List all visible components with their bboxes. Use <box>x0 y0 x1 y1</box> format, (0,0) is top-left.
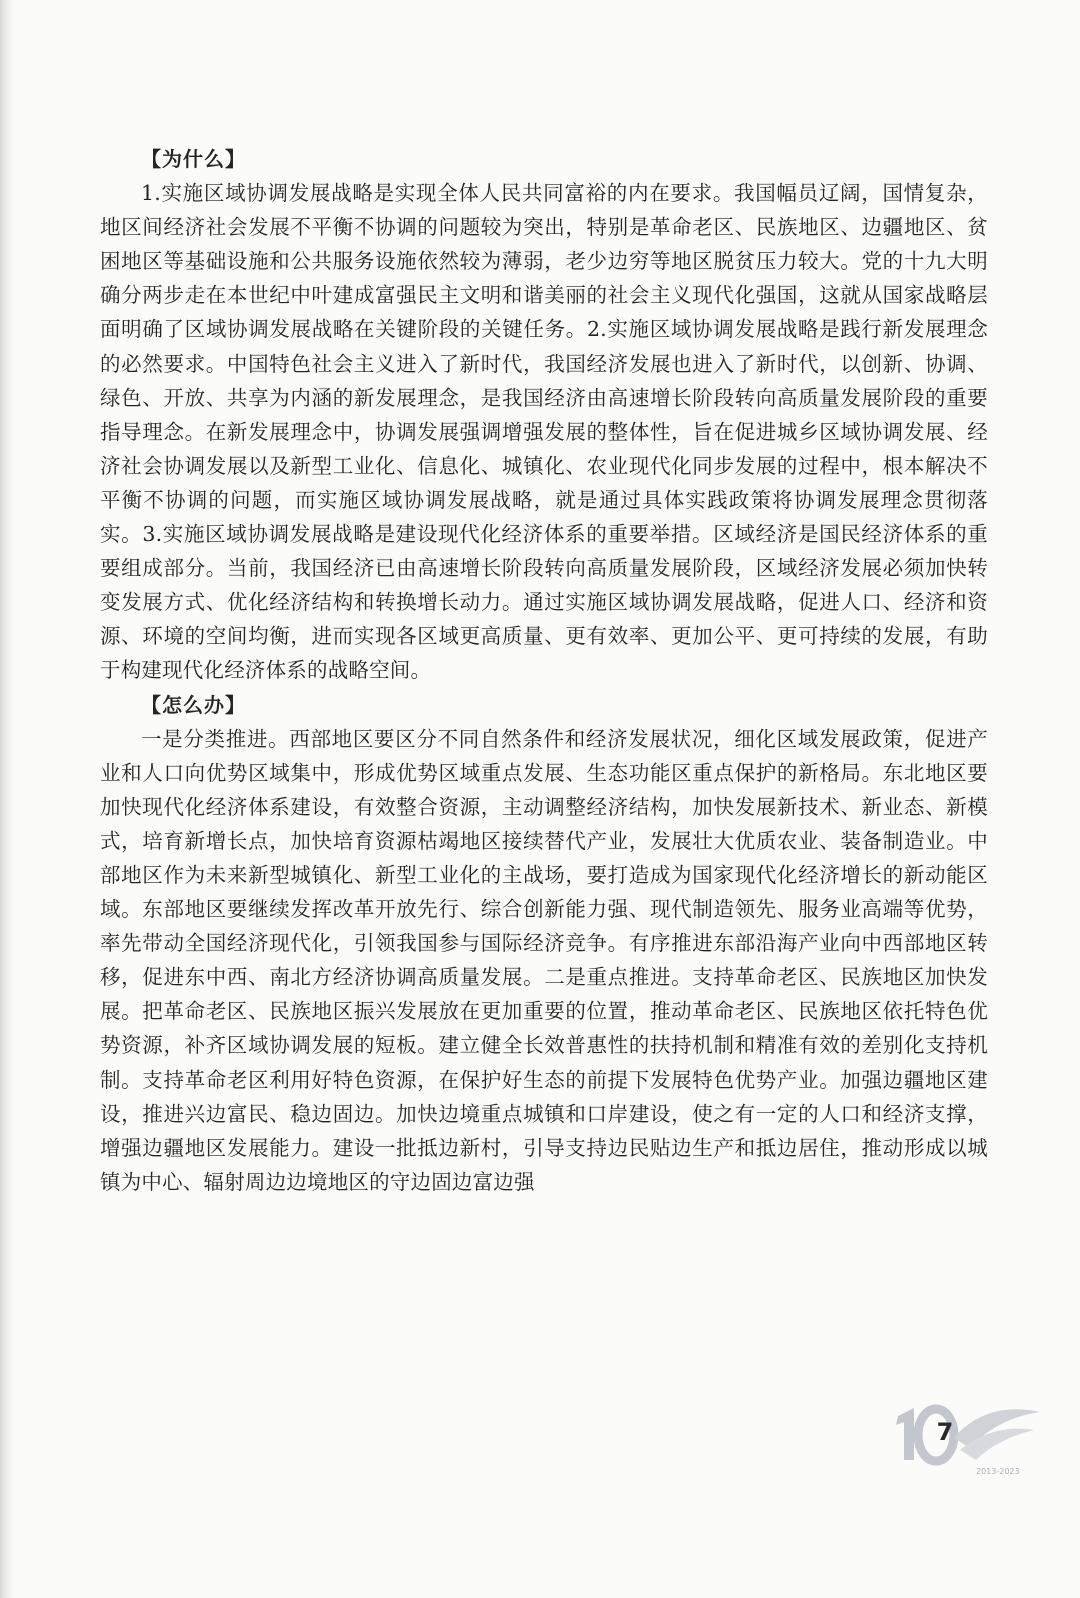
logo-years: 2013-2023 <box>976 1467 1020 1476</box>
section-heading-why: 【为什么】 <box>141 147 246 171</box>
anniversary-10-logo-icon <box>884 1398 1044 1478</box>
paragraph-why: 1.实施区域协调发展战略是实现全体人民共同富裕的内在要求。我国幅员辽阔，国情复杂，地区间经济社会发展不平衡不协调的问题较为突出，特别是革命老区、民族地区、边疆地区、贫困地区等基础设施和公共服务设施依然较为薄弱，老少边穷等地区脱贫压力较大。党的十九大明确分两步走在本世纪中叶建成富强民主文明和谐美丽的社会主义现代化强国，这就从国家战略层面明确了区域协调发展战略在关键阶段的关键任务。2.实施区域协调发展战略是践行新发展理念的必然要求。中国特色社会主义进入了新时代，我国经济发展也进入了新时代，以创新、协调、绿色、开放、共享为内涵的新发展理念，是我国经济由高速增长阶段转向高质量发展阶段的重要指导理念。在新发展理念中，协调发展强调增强发展的整体性，旨在促进城乡区域协调发展、经济社会协调发展以及新型工业化、信息化、城镇化、农业现代化同步发展的过程中，根本解决不平衡不协调的问题，而实施区域协调发展战略，就是通过具体实践政策将协调发展理念贯彻落实。3.实施区域协调发展战略是建设现代化经济体系的重要举措。区域经济是国民经济体系的重要组成部分。当前，我国经济已由高速增长阶段转向高质量发展阶段，区域经济发展必须加快转变发展方式、优化经济结构和转换增长动力。通过实施区域协调发展战略，促进人口、经济和资源、环境的空间均衡，进而实现各区域更高质量、更有效率、更加公平、更可持续的发展，有助于构建现代化经济体系的战略空间。 <box>100 181 988 683</box>
page-number: 7 <box>936 1418 954 1446</box>
binding-shadow <box>0 0 14 1598</box>
section-heading-how: 【怎么办】 <box>141 692 246 717</box>
page-body <box>100 142 988 1199</box>
paragraph-how: 一是分类推进。西部地区要区分不同自然条件和经济发展状况，细化区域发展政策，促进产业和人口向优势区域集中，形成优势区域重点发展、生态功能区重点保护的新格局。东北地区要加快现代化经济体系建设，有效整合资源，主动调整经济结构，加快发展新技术、新业态、新模式，培育新增长点，加快培育资源枯竭地区接续替代产业，发展壮大优质农业、装备制造业。中部地区作为未来新型城镇化、新型工业化的主战场，要打造成为国家现代化经济增长的新动能区域。东部地区要继续发挥改革开放先行、综合创新能力强、现代制造领先、服务业高端等优势，率先带动全国经济现代化，引领我国参与国际经济竞争。有序推进东部沿海产业向中西部地区转移，促进东中西、南北方经济协调高质量发展。二是重点推进。支持革命老区、民族地区加快发展。把革命老区、民族地区振兴发展放在更加重要的位置，推动革命老区、民族地区依托特色优势资源，补齐区域协调发展的短板。建立健全长效普惠性的扶持机制和精准有效的差别化支持机制。支持革命老区利用好特色资源，在保护好生态的前提下发展特色优势产业。加强边疆地区建设，推进兴边富民、稳边固边。加快边境重点城镇和口岸建设，使之有一定的人口和经济支撑，增强边疆地区发展能力。建设一批抵边新村，引导支持边民贴边生产和抵边居住，推动形成以城镇为中心、辐射周边边境地区的守边固边富边强 <box>100 726 988 1194</box>
